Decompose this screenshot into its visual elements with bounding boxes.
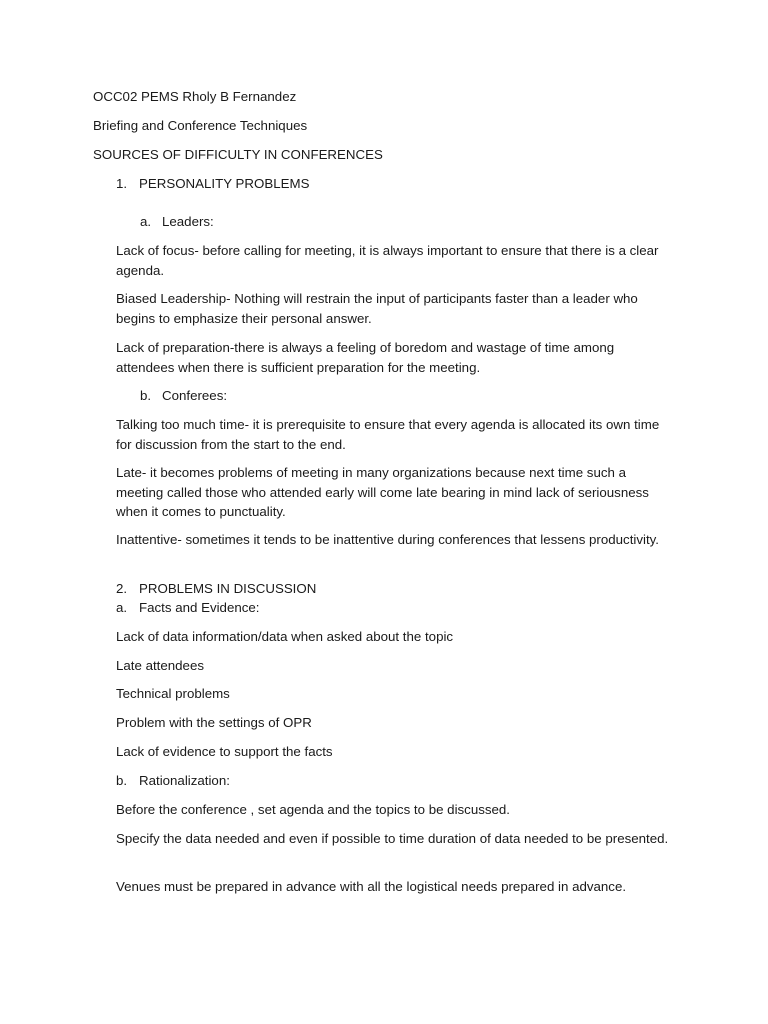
section-2-number: 2.: [116, 581, 128, 596]
paragraph: Inattentive- sometimes it tends to be inattentive during conferences that lessens productivity.: [116, 532, 659, 547]
subsection-facts: [116, 598, 259, 618]
paragraph: Lack of preparation-there is always a feeling of boredom and wastage of time among attendees when there is sufficient preparation for the meeting.: [116, 340, 615, 375]
paragraph: Lack of focus- before calling for meeting, it is always important to ensure that there is a clear agenda.: [116, 243, 659, 278]
subsection-label: Facts and Evidence:: [139, 600, 260, 615]
list-item: Technical problems: [116, 686, 230, 701]
section-1-number: 1.: [116, 176, 128, 191]
paragraph: Biased Leadership- Nothing will restrain the input of participants faster than a leader who begins to emphasize their personal answer.: [116, 291, 638, 326]
subsection-letter: a.: [140, 214, 152, 229]
subsection-label: Rationalization:: [139, 773, 230, 788]
paragraph: Late- it becomes problems of meeting in many organizations because next time such a meeting called those who attended early will come late bearing in mind lack of seriousness when it comes to punctuality.: [116, 465, 649, 519]
subsection-rationalization: [116, 771, 230, 791]
list-item: Late attendees: [116, 658, 204, 673]
paragraph: Talking too much time- it is prerequisite to ensure that every agenda is allocated its own time for discussion from the start to the end.: [116, 417, 660, 452]
subsection-label: Conferees:: [162, 388, 228, 403]
subsection-letter: b.: [116, 773, 128, 788]
section-2-heading: [116, 579, 316, 599]
course-title: Briefing and Conference Techniques: [93, 118, 308, 133]
section-1-heading: [116, 174, 309, 194]
section-1-title: PERSONALITY PROBLEMS: [139, 176, 310, 191]
list-item: Problem with the settings of OPR: [116, 715, 312, 730]
list-item: Lack of evidence to support the facts: [116, 744, 333, 759]
paragraph: Venues must be prepared in advance with all the logistical needs prepared in advance.: [116, 879, 627, 894]
subsection-label: Leaders:: [162, 214, 214, 229]
subsection-letter: a.: [116, 600, 128, 615]
subsection-conferees: [140, 386, 227, 406]
author-line: OCC02 PEMS Rholy B Fernandez: [93, 89, 297, 104]
section-2-title: PROBLEMS IN DISCUSSION: [139, 581, 317, 596]
paragraph: Before the conference , set agenda and the topics to be discussed.: [116, 802, 510, 817]
subsection-letter: b.: [140, 388, 152, 403]
paragraph: Specify the data needed and even if possible to time duration of data needed to be presented.: [116, 831, 669, 846]
document-title: SOURCES OF DIFFICULTY IN CONFERENCES: [93, 147, 383, 162]
list-item: Lack of data information/data when asked about the topic: [116, 629, 454, 644]
subsection-leaders: [140, 212, 214, 232]
